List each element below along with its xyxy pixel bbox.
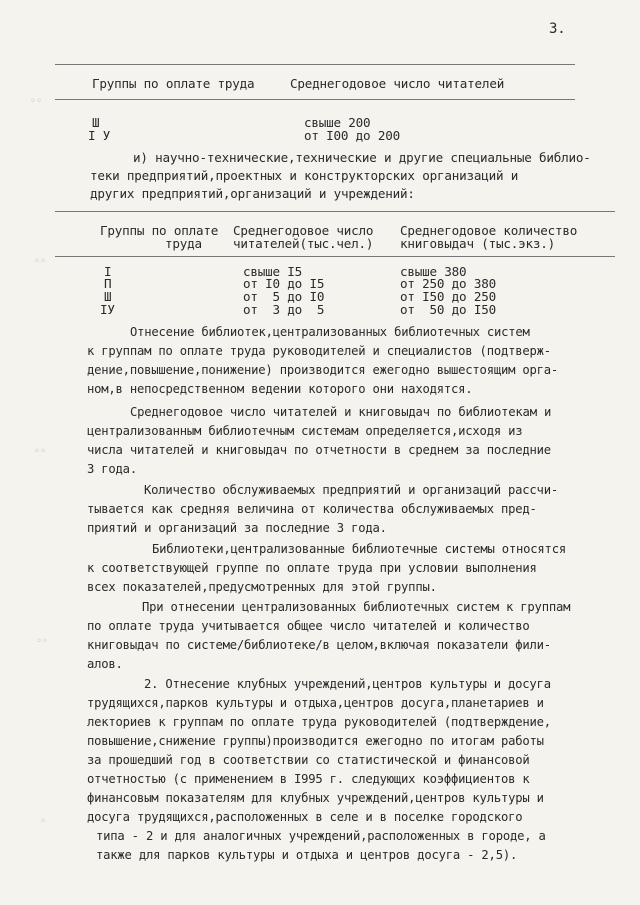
- table1-row-group: I У: [88, 128, 111, 143]
- table2-row-group: IУ: [100, 302, 115, 317]
- table2-row-loans: от 250 до 380: [400, 276, 496, 291]
- paragraph-line: за прошедший год в соответствии со статистической и финансовой: [87, 753, 530, 767]
- paragraph-line: тывается как средняя величина от количества обслуживаемых пред-: [87, 502, 537, 516]
- paragraph-line: централизованным библиотечным системам определяется,исходя из: [87, 424, 523, 438]
- margin-hole-mark: ◦◦: [36, 636, 49, 647]
- margin-hole-mark: ◦: [40, 816, 47, 827]
- paragraph-line: Среднегодовое число читателей и книговыдач по библиотекам и: [130, 405, 552, 419]
- paragraph-line: лекториев к группам по оплате труда руководителей (подтверждение,: [87, 715, 551, 729]
- paragraph-line: ном,в непосредственном ведении которого они находятся.: [87, 382, 473, 396]
- table2-header-rule: [55, 256, 615, 257]
- paragraph-line: трудящихся,парков культуры и отдыха,центров досуга,планетариев и: [87, 696, 544, 710]
- item-i-line: теки предприятий,проектных и конструкторских организаций и: [90, 168, 519, 183]
- table2-row-loans: свыше 380: [400, 264, 467, 279]
- paragraph-line: всех показателей,предусмотренных для этой группы.: [87, 580, 437, 594]
- table2-top-rule: [55, 211, 615, 212]
- margin-hole-mark: ◦◦: [34, 256, 47, 267]
- paragraph-line: 2. Отнесение клубных учреждений,центров культуры и досуга: [144, 677, 551, 691]
- paragraph-line: приятий и организаций за последние 3 года.: [87, 521, 387, 535]
- item-i-line: других предприятий,организаций и учреждений:: [90, 186, 415, 201]
- table2-row-group: П: [104, 276, 112, 291]
- table2-header-loans: книговыдач (тыс.экз.): [400, 236, 556, 251]
- table2-header-readers: Среднегодовое число: [233, 223, 374, 238]
- table2-row-group: I: [104, 264, 112, 279]
- paragraph-line: числа читателей и книговыдач по отчетности в среднем за последние: [87, 443, 551, 457]
- table2-row-readers: от 5 до I0: [243, 289, 325, 304]
- paragraph-line: досуга трудящихся,расположенных в селе и в поселке городского: [87, 810, 523, 824]
- table2-header-loans: Среднегодовое количество: [400, 223, 578, 238]
- paragraph-line: к группам по оплате труда руководителей и специалистов (подтверж-: [87, 344, 551, 358]
- table1-header-readers: Среднегодовое число читателей: [290, 76, 505, 91]
- paragraph-line: также для парков культуры и отдыха и центров досуга - 2,5).: [96, 848, 518, 862]
- table2-header-groups: Группы по оплате: [100, 223, 219, 238]
- table2-row-loans: от 50 до I50: [400, 302, 496, 317]
- table2-row-readers: от 3 до 5: [243, 302, 325, 317]
- table2-row-group: Ш: [104, 289, 112, 304]
- paragraph-line: к соответствующей группе по оплате труда при условии выполнения: [87, 561, 537, 575]
- paragraph-line: Отнесение библиотек,централизованных библиотечных систем: [130, 325, 530, 339]
- item-i-line: и) научно-технические,технические и другие специальные библио-: [133, 150, 591, 165]
- paragraph-line: Библиотеки,централизованные библиотечные системы относятся: [152, 542, 566, 556]
- table2-row-readers: от I0 до I5: [243, 276, 325, 291]
- table1-header-groups: Группы по оплате труда: [92, 76, 255, 91]
- paragraph-line: 3 года.: [87, 462, 137, 476]
- table2-header-groups: труда: [165, 236, 202, 251]
- table1-row-readers: свыше 200: [304, 115, 371, 130]
- table1-row-readers: от I00 до 200: [304, 128, 400, 143]
- margin-hole-mark: ◦◦: [34, 446, 47, 457]
- table1-row-group: Ш: [92, 115, 100, 130]
- margin-hole-mark: ◦◦: [30, 96, 43, 107]
- table2-header-readers: читателей(тыс.чел.): [233, 236, 374, 251]
- paragraph-line: финансовым показателям для клубных учреждений,центров культуры и: [87, 791, 544, 805]
- paragraph-line: книговыдач по системе/библиотеке/в целом,включая показатели фили-: [87, 638, 551, 652]
- paragraph-line: отчетностью (с применением в I995 г. следующих коэффициентов к: [87, 772, 530, 786]
- paragraph-line: повышение,снижение группы)производится ежегодно по итогам работы: [87, 734, 544, 748]
- paragraph-line: Количество обслуживаемых предприятий и организаций рассчи-: [144, 483, 558, 497]
- paragraph-line: по оплате труда учитывается общее число читателей и количество: [87, 619, 530, 633]
- table2-row-loans: от I50 до 250: [400, 289, 496, 304]
- table1-top-rule: [55, 64, 575, 65]
- table1-header-rule: [55, 99, 575, 100]
- table2-row-readers: свыше I5: [243, 264, 303, 279]
- page-number: 3.: [549, 21, 566, 37]
- paragraph-line: типа - 2 и для аналогичных учреждений,расположенных в городе, а: [96, 829, 546, 843]
- paragraph-line: При отнесении централизованных библиотечных систем к группам: [142, 600, 571, 614]
- paragraph-line: алов.: [87, 657, 123, 671]
- paragraph-line: дение,повышение,понижение) производится ежегодно вышестоящим орга-: [87, 363, 559, 377]
